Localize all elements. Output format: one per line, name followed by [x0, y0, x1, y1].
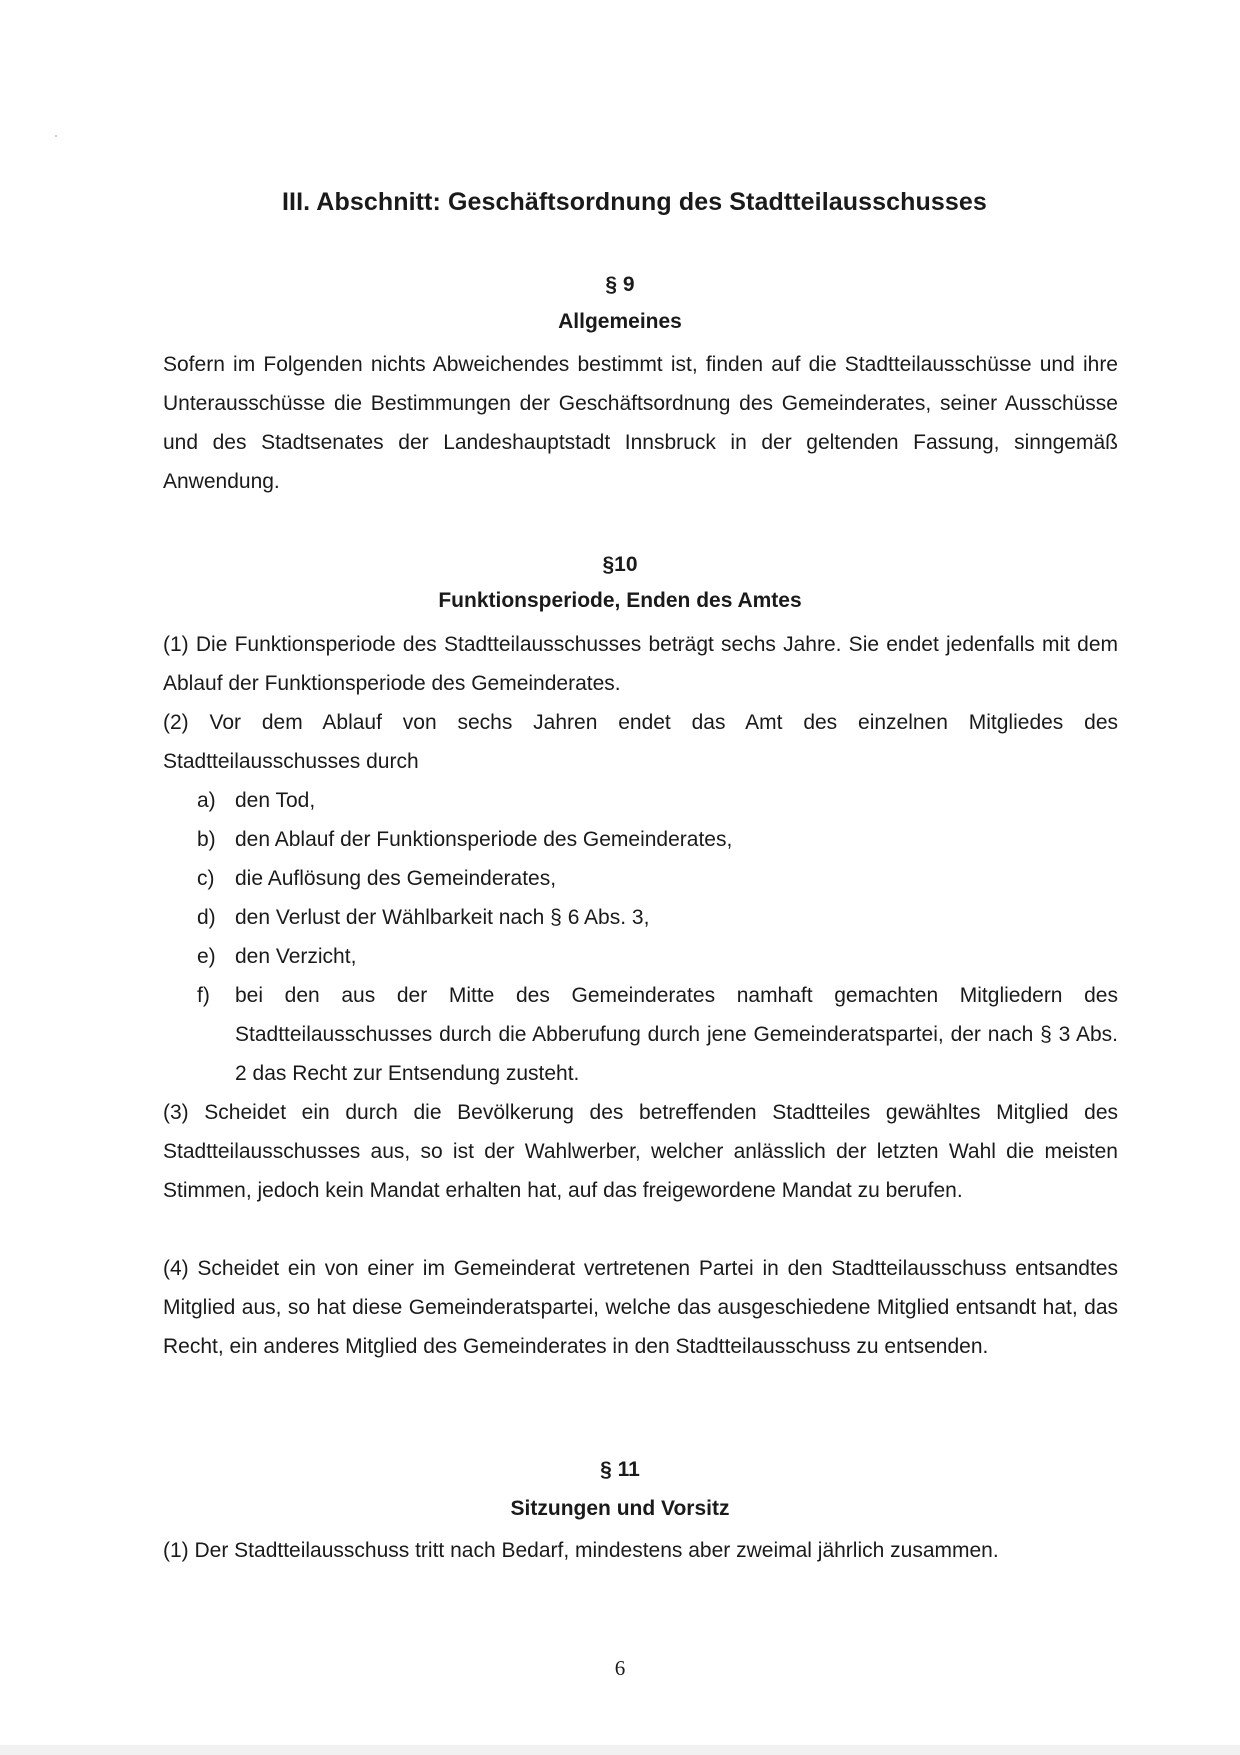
list-item: a) den Tod, [197, 789, 316, 812]
section-10-paragraph-1: (1) Die Funktionsperiode des Stadtteilausschusses beträgt sechs Jahre. Sie endet jedenfalls mit dem Ablauf der Funktionsperiode des Gemeinderates. [163, 633, 1118, 695]
section-10-paragraph-2: (2) Vor dem Ablauf von sechs Jahren endet das Amt des einzelnen Mitgliedes des Stadtteilausschusses durch [163, 711, 1118, 773]
list-item: d) den Verlust der Wählbarkeit nach § 6 Abs. 3, [197, 906, 650, 929]
section-10-paragraph-3: (3) Scheidet ein durch die Bevölkerung des betreffenden Stadtteiles gewähltes Mitglied des Stadtteilausschusses aus, so ist der Wahlwerber, welcher anlässlich der letzten Wahl die meisten Stimmen, jedoch kein Mandat erhalten hat, auf das freigewordene Mandat zu berufen. [163, 1101, 1118, 1202]
scan-bottom-edge [0, 1745, 1240, 1755]
scan-speck [55, 135, 57, 137]
list-item: c) die Auflösung des Gemeinderates, [197, 867, 557, 890]
section-9-number: § 9 [605, 273, 635, 296]
chapter-title: III. Abschnitt: Geschäftsordnung des Stadtteilausschusses [282, 188, 987, 216]
section-11-number: § 11 [600, 1458, 640, 1481]
list-item: f) bei den aus der Mitte des Gemeinderates namhaft gemachten Mitgliedern des Stadtteilausschusses durch die Abberufung durch jene Gemeinderatspartei, der nach § 3 Abs. 2 das Recht zur Entsendung zusteht. [197, 984, 1118, 1085]
section-9-paragraph: Sofern im Folgenden nichts Abweichendes bestimmt ist, finden auf die Stadtteilausschüsse und ihre Unterausschüsse die Bestimmungen der Geschäftsordnung des Gemeinderates, seiner Ausschüsse und des Stadtsenates der Landeshauptstadt Innsbruck in der geltenden Fassung, sinngemäß Anwendung. [163, 353, 1118, 493]
termination-reasons-list [163, 781, 1118, 1093]
section-10-number: §10 [602, 553, 638, 576]
section-11-title: Sitzungen und Vorsitz [510, 1497, 730, 1520]
section-9-title: Allgemeines [558, 310, 682, 333]
list-item: b) den Ablauf der Funktionsperiode des Gemeinderates, [197, 828, 733, 851]
list-item: e) den Verzicht, [197, 945, 357, 968]
section-10-title: Funktionsperiode, Enden des Amtes [438, 589, 802, 612]
section-10-paragraph-4: (4) Scheidet ein von einer im Gemeinderat vertretenen Partei in den Stadtteilausschuss entsandtes Mitglied aus, so hat diese Gemeinderatspartei, welche das ausgeschiedene Mitglied entsandt hat, das Recht, ein anderes Mitglied des Gemeinderates in den Stadtteilausschuss zu entsenden. [163, 1257, 1118, 1358]
section-11-paragraph-1: (1) Der Stadtteilausschuss tritt nach Bedarf, mindestens aber zweimal jährlich zusammen. [163, 1539, 999, 1562]
page-number: 6 [614, 1656, 626, 1680]
